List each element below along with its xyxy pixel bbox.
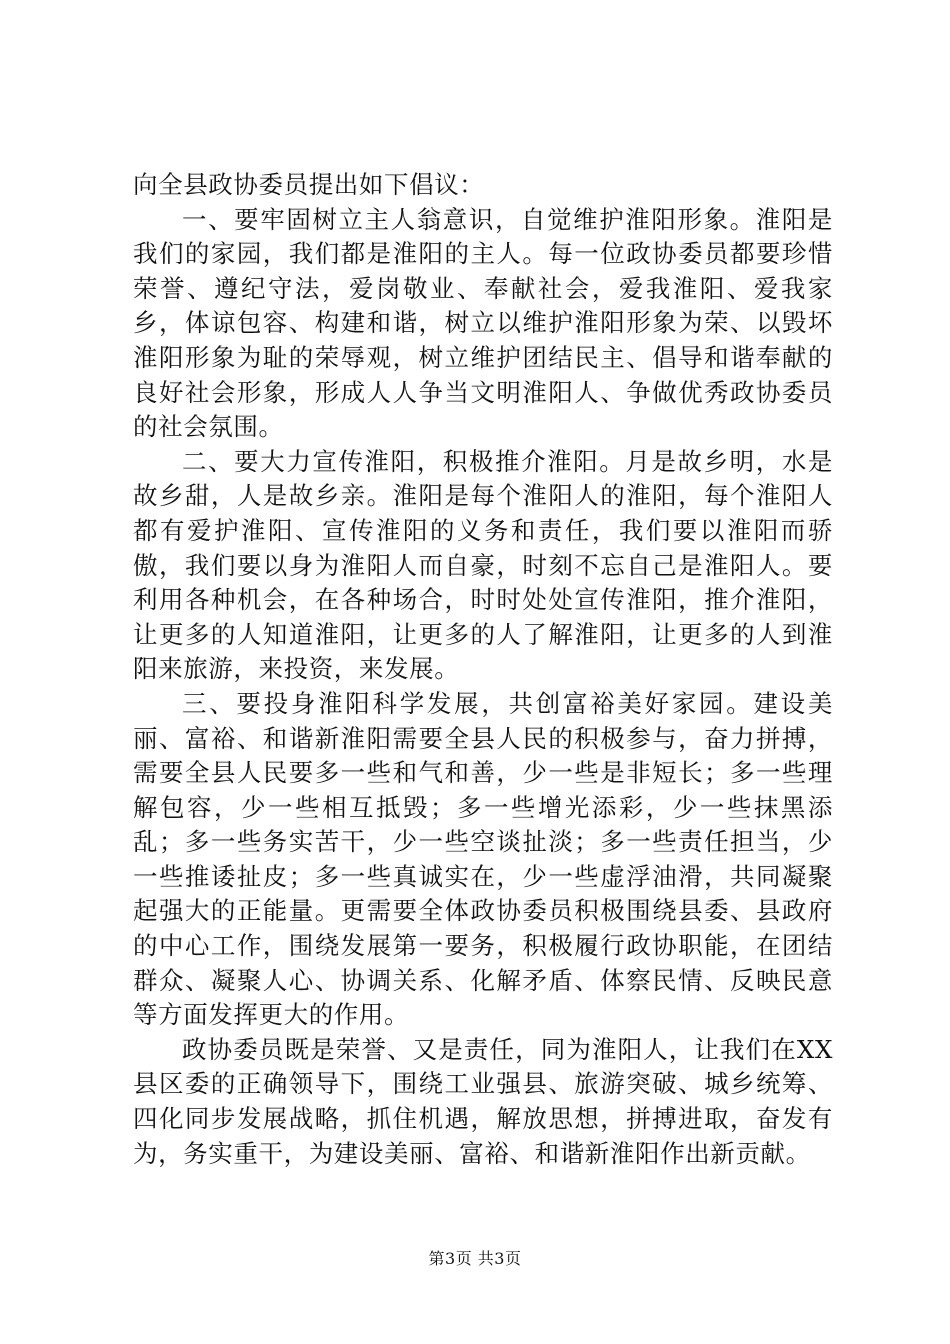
paragraph-proposal-3: 三、要投身淮阳科学发展，共创富裕美好家园。建设美丽、富裕、和谐新淮阳需要全县人民的积极参与，奋力拼搏，需要全县人民要多一些和气和善，少一些是非短长；多一些理解包容，少一些相互抵毁；多一些增光添彩，少一些抹黑添乱；多一些务实苦干，少一些空谈扯淡；多一些责任担当，少一些推诿扯皮；多一些真诚实在，少一些虚浮油滑，共同凝聚起强大的正能量。更需要全体政协委员积极围绕县委、县政府的中心工作，围绕发展第一要务，积极履行政协职能，在团结群众、凝聚人心、协调关系、化解矛盾、体察民情、反映民意等方面发挥更大的作用。 — [133, 688, 833, 1030]
paragraph-proposal-2: 二、要大力宣传淮阳，积极推介淮阳。月是故乡明，水是故乡甜，人是故乡亲。淮阳是每个淮阳人的淮阳，每个淮阳人都有爱护淮阳、宣传淮阳的义务和责任，我们要以淮阳而骄傲，我们要以身为淮阳人而自豪，时刻不忘自己是淮阳人。要利用各种机会，在各种场合，时时处处宣传淮阳，推介淮阳，让更多的人知道淮阳，让更多的人了解淮阳，让更多的人到淮阳来旅游，来投资，来发展。 — [133, 446, 833, 684]
paragraph-intro: 向全县政协委员提出如下倡议： — [133, 170, 485, 199]
paragraph-proposal-1: 一、要牢固树立主人翁意识，自觉维护淮阳形象。淮阳是我们的家园，我们都是淮阳的主人。每一位政协委员都要珍惜荣誉、遵纪守法，爱岗敬业、奉献社会，爱我淮阳、爱我家乡，体谅包容、构建和谐，树立以维护淮阳形象为荣、以毁坏淮阳形象为耻的荣辱观，树立维护团结民主、倡导和谐奉献的良好社会形象，形成人人争当文明淮阳人、争做优秀政协委员的社会氛围。 — [133, 204, 833, 442]
page-number-footer: 第3页 共3页 — [428, 1249, 522, 1268]
document-body — [133, 168, 833, 1171]
paragraph-conclusion: 政协委员既是荣誉、又是责任，同为淮阳人，让我们在XX县区委的正确领导下，围绕工业强县、旅游突破、城乡统筹、四化同步发展战略，抓住机遇，解放思想，拼搏进取，奋发有为，务实重干，为建设美丽、富裕、和谐新淮阳作出新贡献。 — [133, 1034, 833, 1168]
